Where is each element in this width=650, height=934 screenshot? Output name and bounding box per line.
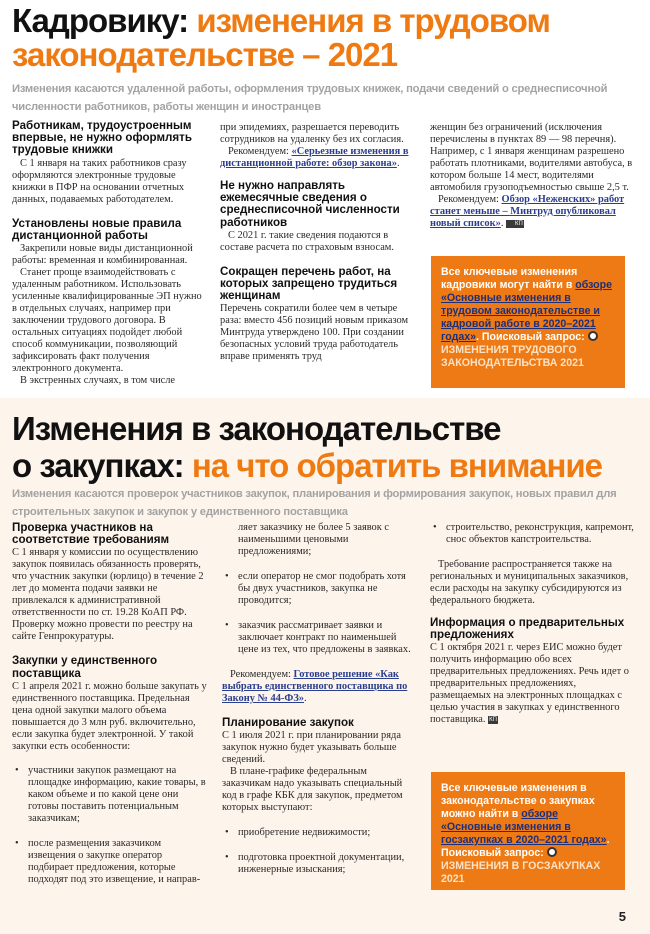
hr-title [12, 4, 642, 72]
hr-box-query[interactable]: ИЗМЕНЕНИЯ ТРУДОВОГО ЗАКОНОДАТЕЛЬСТВА 2021 [441, 344, 584, 369]
procurement-paragraph: Требование распространяется также на региональных и муниципальных заказчиков, если расходы на закупку субсидируются из федерального бюджета. [430, 559, 629, 606]
hr-paragraph: В экстренных случаях, в том числе [20, 375, 176, 387]
procurement-title-black-2: о закупках: [12, 447, 184, 484]
list-item: • подготовка проектной документации, инженерные изыскания; [222, 852, 418, 876]
search-icon [588, 331, 598, 341]
list-item: • заказчик рассматривает заявки и заключает контракт по наименьшей цене из тех, что предложены в заявках. [222, 620, 418, 656]
page-number: 5 [618, 909, 626, 924]
kp-marker-icon: КП [489, 717, 497, 724]
hr-recommend [430, 194, 635, 230]
procurement-paragraph [430, 642, 635, 726]
hr-heading-headcount: Не нужно направлять ежемесячные сведения о среднесписочной численности работников [220, 179, 400, 229]
procurement-heading-preliminary: Информация о предварительных предложениях [430, 616, 625, 642]
list-item: • участники закупок размещают на площадке информацию, какие товары, в каком объеме и по какой цене они готовы поставить потенциальным заказчикам; [12, 765, 208, 825]
procurement-column-3 [430, 522, 635, 726]
procurement-title-black-1: Изменения в законодательстве [12, 410, 501, 447]
hr-subtitle: Изменения касаются удаленной работы, оформления трудовых книжек, подачи сведений о среднесписочной численности работников, работы женщин и иностранцев [12, 83, 608, 113]
procurement-heading-single-supplier: Закупки у единственного поставщика [12, 654, 158, 680]
hr-heading-remote-work: Установлены новые правила дистанционной работы [12, 216, 182, 242]
recommend-label: Рекомендуем: [230, 669, 294, 680]
hr-paragraph: С 1 января на таких работников сразу оформляются электронные трудовые книжки в ПФР на основании отчетных данных, подаваемых работодателем. [12, 157, 187, 205]
procurement-title-orange: на что обратить внимание [183, 447, 603, 484]
procurement-paragraph-text: С 1 октября 2021 г. через ЕИС можно будет получить информацию обо всех предварительных предложениях. Речь идет о предварительных предложениях, размещаемых на электронных площадках с целью участия в закупках у единственного поставщика. [430, 642, 629, 726]
procurement-list [430, 522, 635, 546]
hr-paragraph: Станет проще взаимодействовать с удаленным работником. Использовать усиленные квалифицированные ЭП нужно в отдельных случаях, например при заключении трудового договора. В остальных ситуациях подойдет любой способ коммуникации, позволяющий зафиксировать факт получения электронного документа. [12, 267, 202, 375]
hr-paragraph: Перечень сократили более чем в четыре раза: вместо 456 позиций новым приказом Минтруда утверждено 100. При создании безопасных условий труда работодатель вправе применять труд [220, 303, 409, 363]
procurement-box-link[interactable]: обзоре «Основные изменения в госзакупках в 2020–2021 годах» [441, 808, 607, 846]
hr-box-link[interactable]: обзоре «Основные изменения в трудовом законодательстве и кадровой работе в 2020–2021 годах» [441, 279, 612, 343]
procurement-column-1 [12, 520, 208, 899]
hr-heading-women-works: Сокращен перечень работ, на которых запрещено трудиться женщинам [220, 264, 398, 303]
procurement-box-query[interactable]: ИЗМЕНЕНИЯ В ГОСЗАКУПКАХ 2021 [441, 860, 601, 885]
procurement-heading-checks: Проверка участников на соответствие требованиям [12, 521, 170, 547]
hr-info-box [431, 256, 625, 388]
procurement-heading-planning: Планирование закупок [222, 716, 354, 729]
hr-column-3 [430, 122, 635, 230]
recommend-label: Рекомендуем: [228, 146, 292, 157]
procurement-box-text-2: . Поисковый запрос: [441, 834, 610, 859]
hr-title-orange-1: изменения в трудовом [188, 2, 550, 39]
hr-box-text: Все ключевые изменения кадровики могут найти в [441, 266, 578, 291]
kp-marker-icon: КП [506, 220, 524, 228]
procurement-list [12, 765, 208, 886]
hr-column-2 [220, 122, 418, 363]
procurement-paragraph: В плане-графике федеральным заказчикам надо указывать специальный код в графе КБК для закупок, предметом которых выступают: [222, 766, 403, 814]
list-item: • строительство, реконструкция, капремонт, снос объектов капстроительства. [430, 522, 635, 546]
procurement-recommend [222, 669, 418, 705]
procurement-paragraph: С 1 июля 2021 г. при планировании ряда закупок нужно будет указывать больше сведений. [222, 730, 401, 766]
procurement-paragraph: С 1 апреля 2021 г. можно больше закупать у единственного поставщика. Предельная цена одной закупки малого объема повышается до 3 млн руб. включительно, если закупка будет электронной. У такой закупки есть особенности: [12, 680, 207, 752]
hr-paragraph: С 2021 г. такие сведения подаются в составе расчета по страховым взносам. [220, 229, 394, 253]
hr-paragraph: Закрепили новые виды дистанционной работы: временная и комбинированная. [12, 243, 193, 267]
procurement-title [12, 410, 642, 484]
recommend-end: . [500, 218, 504, 229]
hr-paragraph: женщин без ограничений (исключения перечислены в пунктах 89 — 98 перечня). Например, с 1 января женщинам разрешено работать плотниками, водителями автобуса, в котором больше 14 мест, водителями автомобиля грузоподъемностью свыше 2,5 т. [430, 122, 633, 193]
list-item: • после размещения заказчиком извещения о закупке оператор подбирает предложения, которые подходят под это извещение, и направ- [12, 838, 208, 886]
hr-paragraph: при эпидемиях, разрешается переводить сотрудников на удаленку без их согласия. [220, 122, 404, 145]
recommend-link-single-supplier[interactable]: Готовое решение «Как выбрать единственного поставщика по Закону № 44-ФЗ» [222, 669, 408, 704]
hr-title-orange-2: законодательстве – 2021 [12, 36, 398, 73]
procurement-list [222, 827, 418, 876]
hr-heading-first-employment: Работникам, трудоустроенным впервые, не нужно оформлять трудовые книжки [12, 119, 192, 157]
recommend-label: Рекомендуем: [438, 194, 502, 205]
section-procurement [0, 398, 650, 934]
section-hr [0, 0, 650, 398]
hr-title-black: Кадровику: [12, 2, 189, 39]
procurement-info-box [431, 772, 625, 890]
procurement-paragraph: С 1 января у комиссии по осуществлению закупок появилась обязанность проверять, что участник закупки (юрлицо) в течение 2 лет до момента подачи заявки не привлекался к административной ответственности по ст. 19.28 КоАП РФ. Проверку можно провести по реестру на сайте Генпрокуратуры. [12, 547, 204, 643]
recommend-link-remote[interactable]: «Серьезные изменения в дистанционной работе: обзор закона» [220, 146, 409, 169]
hr-column-1 [12, 116, 208, 387]
list-item: • приобретение недвижимости; [222, 827, 418, 839]
search-icon [547, 847, 557, 857]
procurement-subtitle: Изменения касаются проверок участников закупок, планирования и формирования закупок, новых правил для строительных закупок и закупок у единственного поставщика [12, 488, 617, 518]
hr-recommend [220, 146, 418, 170]
hr-box-text-2: . Поисковый запрос: [476, 331, 588, 343]
recommend-end: . [304, 693, 307, 704]
procurement-box-text: Все ключевые изменения в законодательстве о закупках можно найти в [441, 782, 595, 820]
procurement-list [222, 571, 418, 656]
procurement-paragraph: ляет заказчику не более 5 заявок с наименьшими ценовыми предложениями; [238, 522, 390, 557]
recommend-link-women[interactable]: Обзор «Неженских» работ станет меньше – Минтруд опубликовал новый список» [430, 194, 625, 229]
procurement-column-2 [222, 522, 418, 889]
recommend-end: . [396, 158, 400, 169]
list-item: • если оператор не смог подобрать хотя бы двух участников, закупка не проводится; [222, 571, 418, 607]
